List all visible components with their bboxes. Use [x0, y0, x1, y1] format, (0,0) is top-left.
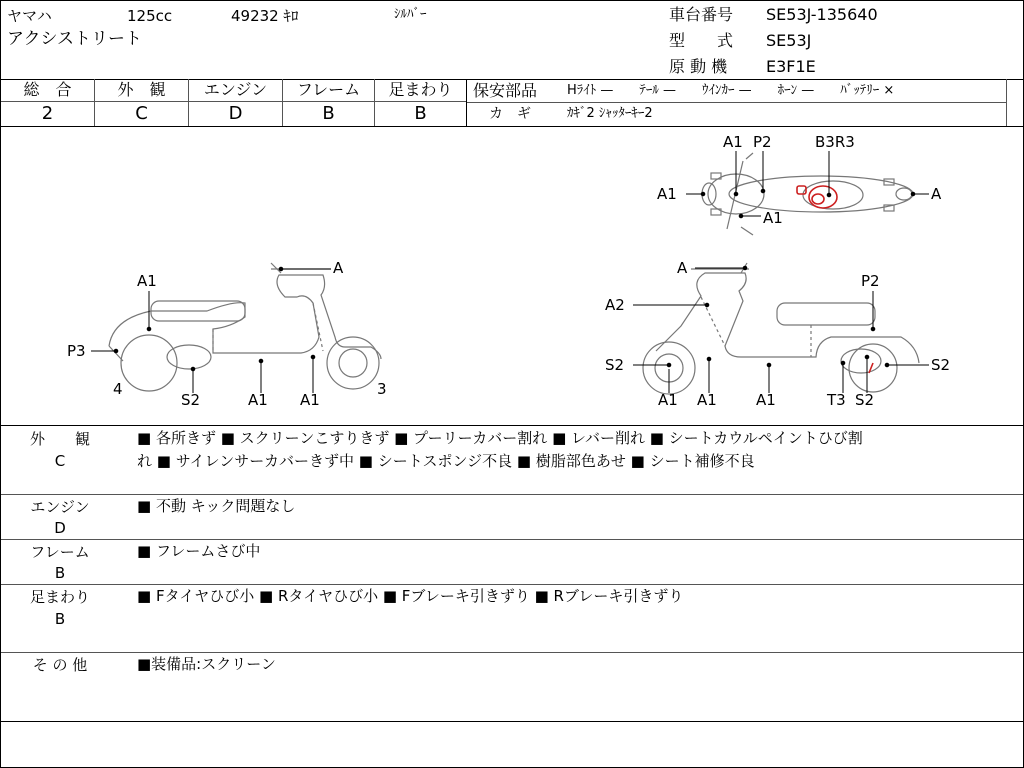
label-right-p2: P2	[861, 272, 880, 290]
section-exterior-line1: ■ 各所きず ■ スクリーンこすりきず ■ プーリーカバー割れ ■ レバー削れ ■ シートカウルペイントひび割	[137, 429, 863, 447]
label-left-a: A	[333, 259, 344, 277]
label-right-s2-rear: S2	[931, 356, 951, 374]
label-top-a: A	[931, 185, 942, 203]
grade-suspension-label: 足まわり	[388, 80, 453, 99]
label-top-a1-under: A1	[763, 209, 783, 227]
label-left-3: 3	[377, 380, 387, 398]
section-other-line1: ■装備品:スクリーン	[137, 655, 276, 673]
safety-label: 保安部品	[473, 81, 538, 100]
section-exterior-line2: れ ■ サイレンサーカバーきず中 ■ シートスポンジ不良 ■ 樹脂部色あせ ■ シート補修不良	[137, 452, 755, 470]
label-right-a1-leg: A1	[697, 391, 717, 409]
section-suspension-grade: B	[54, 610, 66, 628]
label-left-p3: P3	[67, 342, 86, 360]
grade-suspension-value: B	[414, 103, 427, 124]
label-top-a1-left: A1	[657, 185, 677, 203]
label-top-p2: P2	[753, 133, 772, 151]
section-frame-line1: ■ フレームさび中	[137, 542, 261, 560]
section-frame-grade: B	[54, 564, 66, 582]
type-label: 型 式	[669, 31, 734, 50]
label-right-s2-bottom: S2	[855, 391, 875, 409]
grade-frame-value: B	[322, 103, 335, 124]
grade-engine-value: D	[228, 103, 243, 124]
label-left-a1-seat: A1	[137, 272, 157, 290]
section-other-title: そ の 他	[32, 656, 88, 674]
grade-engine-label: エンジン	[203, 80, 268, 99]
section-suspension-line1: ■ Fタイヤひび小 ■ Rタイヤひび小 ■ Fブレーキ引きずり ■ Rブレーキ引きずり	[137, 587, 684, 605]
maker: ヤマハ	[7, 7, 52, 25]
label-top-b3r3: B3R3	[815, 133, 855, 151]
label-left-4: 4	[113, 380, 123, 398]
label-top-a1: A1	[723, 133, 743, 151]
displacement: 125cc	[127, 7, 173, 25]
section-engine-line1: ■ 不動 キック問題なし	[137, 497, 296, 515]
section-frame-title: フレーム	[30, 543, 90, 561]
key-value: ｶｷﾞ2 ｼｬｯﾀｰｷｰ2	[567, 106, 653, 121]
label-left-s2: S2	[181, 391, 201, 409]
mileage: 49232 ｷﾛ	[231, 7, 299, 25]
model-name: アクシストリート	[7, 29, 142, 49]
grade-exterior-value: C	[135, 103, 148, 124]
frame-no: SE53J-135640	[766, 5, 878, 24]
scooter-top-view	[702, 153, 913, 235]
frame-no-label: 車台番号	[669, 5, 734, 24]
key-label: カ ギ	[489, 106, 531, 122]
grade-exterior-label: 外 観	[117, 80, 166, 99]
engine-label: 原 動 機	[669, 57, 728, 76]
safety-items: Hﾗｲﾄ — ﾃｰﾙ — ｳｲﾝｶｰ — ﾎｰﾝ — ﾊﾞｯﾃﾘｰ ×	[567, 83, 895, 98]
label-right-a1-wheel: A1	[658, 391, 678, 409]
grade-overall-value: 2	[41, 103, 54, 124]
grade-overall-label: 総 合	[23, 80, 72, 99]
label-right-a: A	[677, 259, 688, 277]
section-engine-title: エンジン	[30, 498, 90, 516]
label-right-a2: A2	[605, 296, 625, 314]
label-right-s2-front: S2	[605, 356, 625, 374]
section-suspension-title: 足まわり	[29, 588, 90, 606]
section-exterior-grade: C	[54, 452, 66, 470]
label-right-t3: T3	[827, 391, 846, 409]
type-value: SE53J	[766, 31, 812, 50]
label-left-a1-front: A1	[300, 391, 320, 409]
section-exterior-title: 外 観	[29, 430, 90, 448]
color: ｼﾙﾊﾞｰ	[394, 7, 427, 22]
grade-frame-label: フレーム	[296, 80, 361, 99]
engine-value: E3F1E	[766, 57, 816, 76]
label-left-a1-floor: A1	[248, 391, 268, 409]
section-engine-grade: D	[54, 519, 66, 537]
label-right-a1-floor: A1	[756, 391, 776, 409]
damage-diagram	[1, 127, 1023, 425]
